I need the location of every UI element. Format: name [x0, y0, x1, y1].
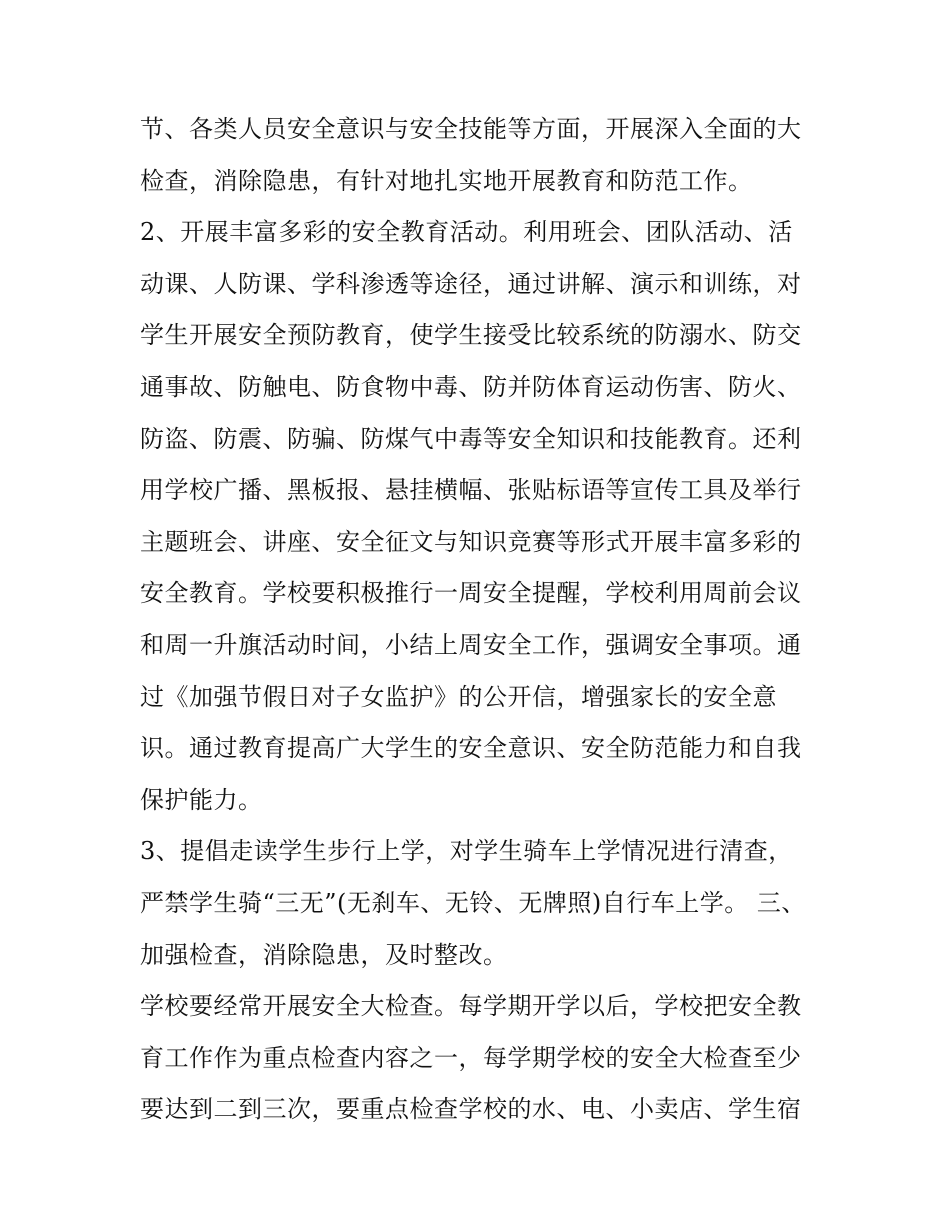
text-line-12: 过《加强节假日对子女监护》的公开信，增强家长的安全意	[140, 682, 777, 711]
text-line-16: 严禁学生骑“三无”(无刹车、无铃、无牌照)自行车上学。 三、	[140, 888, 806, 917]
text-line-9: 主题班会、讲座、安全征文与知识竞赛等形式开展丰富多彩的	[140, 527, 802, 556]
text-line-13: 识。通过教育提高广大学生的安全意识、安全防范能力和自我	[140, 734, 802, 763]
text-line-8: 用学校广播、黑板报、悬挂横幅、张贴标语等宣传工具及举行	[140, 476, 802, 505]
text-line-17: 加强检查，消除隐患，及时整改。	[140, 940, 508, 969]
text-line-18: 学校要经常开展安全大检查。每学期开学以后，学校把安全教	[140, 992, 802, 1021]
body-text	[140, 104, 820, 1136]
text-line-20: 要达到二到三次，要重点检查学校的水、电、小卖店、学生宿	[140, 1095, 802, 1124]
text-line-14: 保护能力。	[140, 785, 263, 814]
text-line-2: 检查，消除隐患，有针对地扎实地开展教育和防范工作。	[140, 166, 753, 195]
text-line-10: 安全教育。学校要积极推行一周安全提醒，学校利用周前会议	[140, 579, 802, 608]
text-line-11: 和周一升旗活动时间，小结上周安全工作，强调安全事项。通	[140, 630, 802, 659]
text-line-15: 3、提倡走读学生步行上学，对学生骑车上学情况进行清查，	[140, 837, 793, 866]
text-line-7: 防盗、防震、防骗、防煤气中毒等安全知识和技能教育。还利	[140, 424, 802, 453]
text-line-5: 学生开展安全预防教育，使学生接受比较系统的防溺水、防交	[140, 321, 802, 350]
text-line-19: 育工作作为重点检查内容之一，每学期学校的安全大检查至少	[140, 1043, 802, 1072]
text-line-3: 2、开展丰富多彩的安全教育活动。利用班会、团队活动、活	[140, 218, 793, 247]
text-line-4: 动课、人防课、学科渗透等途径，通过讲解、演示和训练，对	[140, 269, 802, 298]
text-line-1: 节、各类人员安全意识与安全技能等方面，开展深入全面的大	[140, 115, 802, 143]
text-line-6: 通事故、防触电、防食物中毒、防并防体育运动伤害、防火、	[140, 372, 802, 401]
